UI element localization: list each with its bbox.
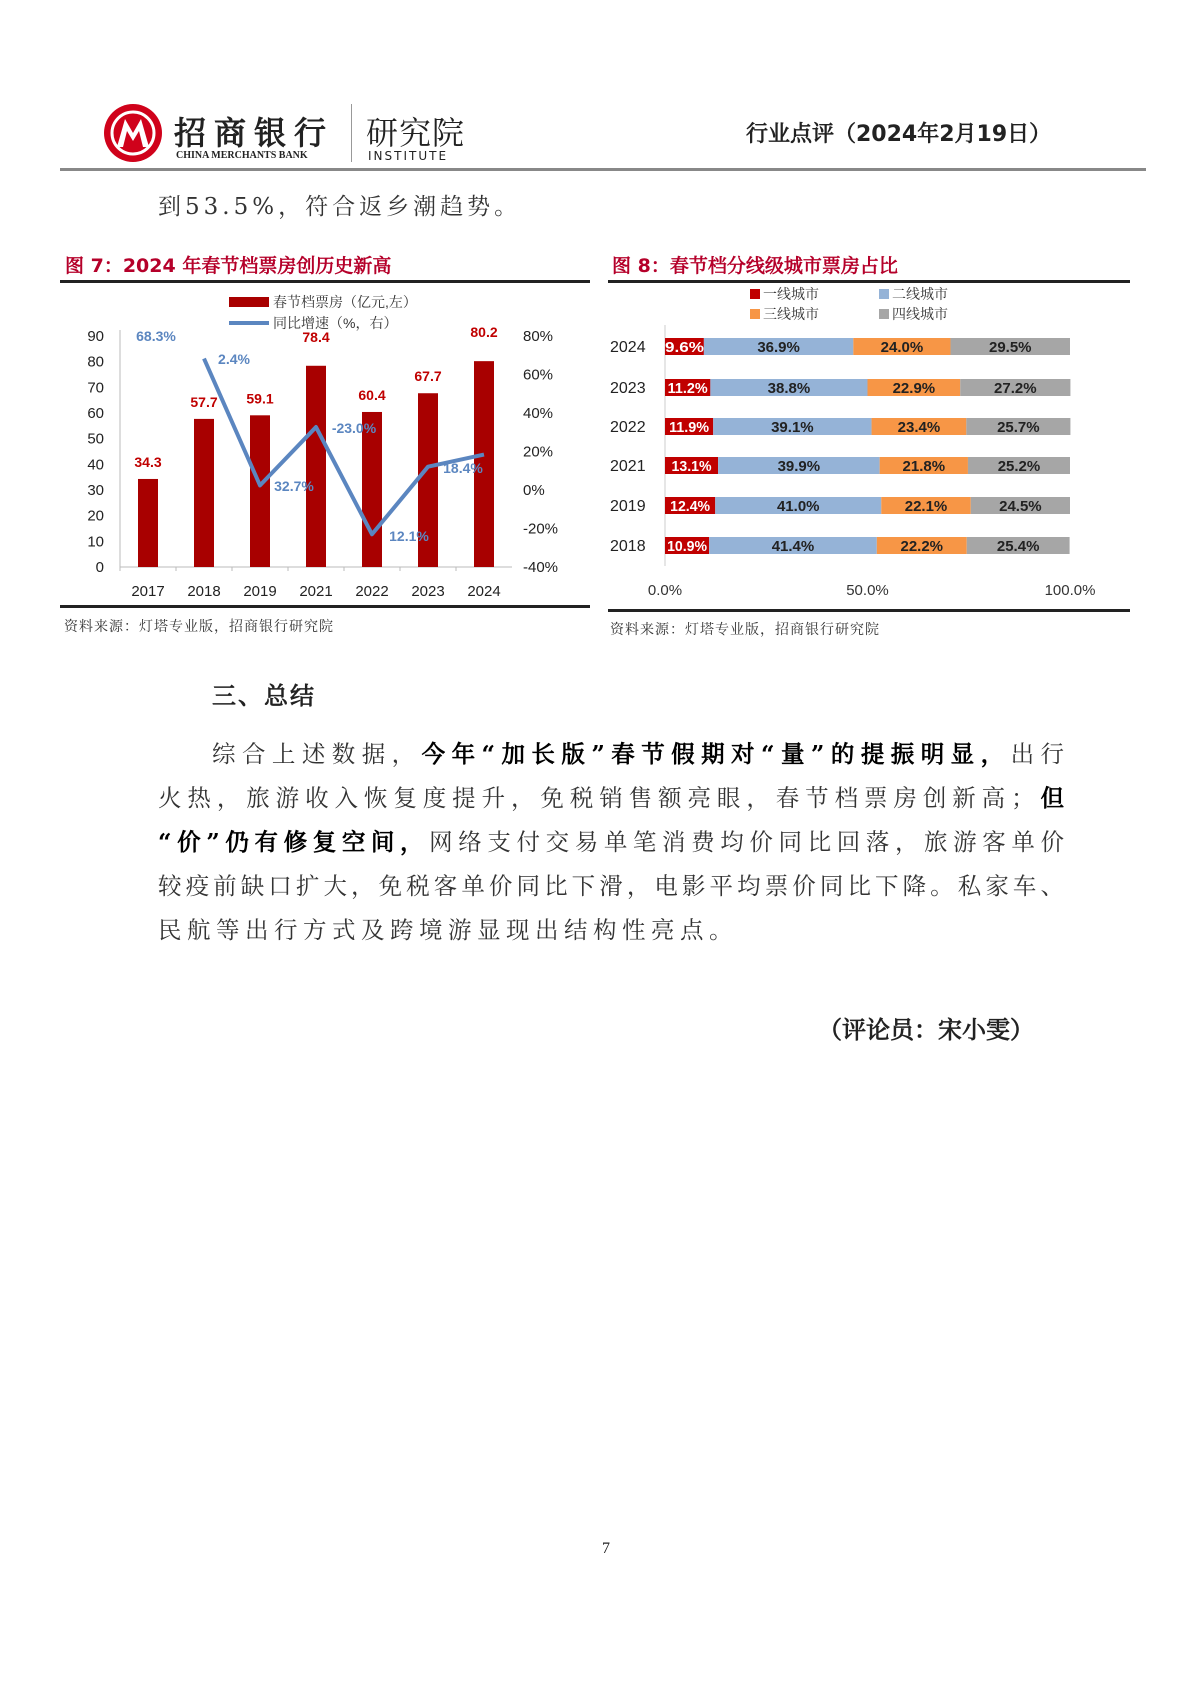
chart8-legend-label: 四线城市 — [892, 306, 948, 322]
chart8-segment-label: 9.6% — [665, 339, 704, 356]
chart7-legend-bar-label: 春节档票房（亿元,左） — [273, 294, 417, 310]
page-number: 7 — [602, 1540, 610, 1557]
text-segment: 火热，旅游收入恢复度提升，免税销售额亮眼，春节档票房创新高； — [158, 784, 1035, 812]
chart7-growth-label: -23.0% — [331, 420, 377, 436]
chart8-year-label: 2024 — [610, 339, 646, 356]
bank-name-en: CHINA MERCHANTS BANK — [176, 150, 308, 161]
chart7-title: 图 7：2024 年春节档票房创历史新高 — [65, 255, 392, 277]
chart7-left-tick-label: 50 — [87, 430, 104, 448]
chart7-bar-label: 80.2 — [470, 324, 498, 341]
chart7-left-tick-label: 10 — [87, 533, 104, 551]
chart8-segment-label: 25.7% — [997, 419, 1040, 436]
chart7-right-tick-label: 0% — [523, 482, 545, 499]
chart8-legend-swatch — [750, 309, 760, 319]
bold-text-segment: 但 — [1034, 784, 1065, 812]
chart8-year-label: 2023 — [610, 380, 646, 397]
chart8-segment-label: 41.4% — [771, 538, 815, 555]
text-segment: 较疫前缺口扩大，免税客单价同比下滑，电影平均票价同比下降。私家车、 — [158, 872, 1064, 900]
chart7-x-tick-label: 2017 — [131, 583, 165, 600]
chart7-left-tick-label: 0 — [95, 559, 104, 576]
bank-name-cn: 招商银行 — [174, 114, 335, 152]
chart8-legend-label: 一线城市 — [763, 286, 819, 302]
text-segment: 民航等出行方式及跨境游显现出结构性亮点。 — [158, 916, 738, 944]
bold-text-segment: 今年“加长版”春节假期对“量”的提振明显， — [421, 740, 1011, 768]
chart7-left-tick-label: 60 — [87, 405, 104, 422]
paragraph-line — [158, 871, 1064, 901]
chart7-bar — [306, 366, 326, 567]
chart7-bar — [194, 419, 214, 567]
chart8-segment-label: 13.1% — [671, 458, 712, 475]
paragraph-line — [212, 739, 1064, 769]
chart7-bar-label: 57.7 — [190, 393, 218, 410]
text-segment: 出行 — [1010, 740, 1065, 768]
chart7-right-tick-label: -20% — [523, 520, 559, 538]
chart7-growth-line — [204, 359, 484, 535]
chart8-segment-label: 36.9% — [757, 339, 800, 356]
section-heading: 三、总结 — [212, 682, 316, 710]
paragraph-line — [158, 827, 1064, 857]
chart8-legend-swatch — [750, 289, 760, 299]
chart7-bar-label: 60.4 — [358, 386, 386, 403]
chart8-source: 资料来源：灯塔专业版，招商银行研究院 — [610, 622, 880, 638]
reviewer: （评论员：宋小雯） — [818, 1016, 1034, 1044]
chart8-legend-label: 三线城市 — [763, 306, 819, 322]
paragraph-line — [158, 783, 1064, 813]
chart8-segment-label: 10.9% — [667, 538, 708, 555]
chart7-left-tick-label: 20 — [87, 507, 104, 525]
chart8-segment-label: 41.0% — [776, 498, 820, 515]
chart7-source: 资料来源：灯塔专业版，招商银行研究院 — [64, 619, 334, 635]
chart7-legend-line-label: 同比增速（%，右） — [273, 315, 398, 331]
chart7-bar-label: 59.1 — [246, 390, 274, 407]
chart8-segment-label: 24.0% — [880, 339, 924, 356]
chart8-title: 图 8：春节档分线级城市票房占比 — [612, 255, 898, 277]
chart8-year-label: 2018 — [610, 538, 646, 555]
chart7-right-tick-label: 40% — [523, 405, 554, 422]
chart8-segment-label: 24.5% — [999, 498, 1042, 515]
chart8-year-label: 2019 — [610, 498, 646, 515]
chart8-segment-label: 22.2% — [900, 538, 944, 555]
chart8-segment-label: 11.9% — [669, 419, 710, 436]
chart8-segment-label: 27.2% — [994, 380, 1037, 397]
chart8-segment-label: 39.1% — [771, 419, 814, 436]
text-segment: 网络支付交易单笔消费均价同比回落，旅游客单价 — [429, 828, 1064, 856]
chart7-growth-label: 68.3% — [136, 328, 176, 344]
chart7-x-tick-label: 2018 — [187, 583, 221, 600]
chart7-right-tick-label: 20% — [523, 443, 554, 461]
intro-line: 到53.5%，符合返乡潮趋势。 — [158, 194, 522, 220]
chart8-segment-label: 21.8% — [902, 458, 946, 475]
bold-text-segment: “价”仍有修复空间， — [158, 828, 430, 856]
text-segment: 综合上述数据， — [212, 740, 422, 768]
chart7-left-tick-label: 30 — [87, 482, 104, 499]
institute-name-cn: 研究院 — [366, 114, 466, 152]
chart7-x-tick-label: 2024 — [467, 583, 501, 600]
document-type-date: 行业点评（2024年2月19日） — [746, 122, 1052, 147]
chart8-year-label: 2022 — [610, 419, 646, 436]
chart8-legend-label: 二线城市 — [892, 286, 948, 302]
chart7-left-tick-label: 40 — [87, 456, 104, 474]
chart7-right-tick-label: 80% — [523, 328, 554, 345]
chart8-segment-label: 39.9% — [777, 458, 821, 475]
chart8-segment-label: 25.4% — [996, 538, 1040, 555]
chart8-segment-label: 22.1% — [904, 498, 948, 515]
chart7-bar — [250, 415, 270, 567]
chart7-x-tick-label: 2019 — [243, 583, 277, 600]
chart7-left-tick-label: 90 — [87, 328, 104, 345]
chart8-segment-label: 11.2% — [667, 380, 708, 397]
chart7-x-tick-label: 2022 — [355, 583, 389, 600]
chart7-right-tick-label: -40% — [523, 559, 559, 576]
chart8-x-tick-label: 50.0% — [846, 582, 889, 599]
chart7-growth-label: 2.4% — [218, 351, 250, 367]
chart8-legend-swatch — [879, 289, 889, 299]
chart8-legend-swatch — [879, 309, 889, 319]
chart8-segment-label: 22.9% — [892, 380, 936, 397]
chart8-segment-label: 25.2% — [997, 458, 1041, 475]
charts-canvas — [0, 0, 1200, 660]
chart7-bar-label: 34.3 — [134, 453, 162, 470]
chart7-growth-label: 18.4% — [443, 460, 483, 476]
chart8-segment-label: 23.4% — [897, 419, 941, 436]
chart7-growth-label: 32.7% — [274, 478, 314, 494]
chart7-left-tick-label: 80 — [87, 353, 104, 371]
chart8-segment-label: 12.4% — [670, 498, 711, 515]
chart7-bar-label: 78.4 — [302, 328, 330, 345]
chart7-x-tick-label: 2021 — [299, 583, 333, 600]
chart8-x-tick-label: 100.0% — [1044, 582, 1096, 599]
chart7-bar-label: 67.7 — [414, 368, 442, 385]
chart7-right-tick-label: 60% — [523, 366, 554, 384]
institute-name-en: INSTITUTE — [368, 149, 449, 163]
chart7-legend-bar-swatch — [229, 297, 269, 307]
chart8-year-label: 2021 — [610, 458, 646, 475]
chart8-segment-label: 38.8% — [767, 380, 811, 397]
chart8-segment-label: 29.5% — [988, 339, 1032, 356]
chart7-bar — [138, 479, 158, 567]
chart7-growth-label: 12.1% — [389, 528, 429, 544]
chart8-x-tick-label: 0.0% — [647, 582, 683, 599]
chart7-left-tick-label: 70 — [87, 379, 104, 397]
chart7-x-tick-label: 2023 — [411, 583, 445, 600]
paragraph-line — [158, 915, 1064, 945]
